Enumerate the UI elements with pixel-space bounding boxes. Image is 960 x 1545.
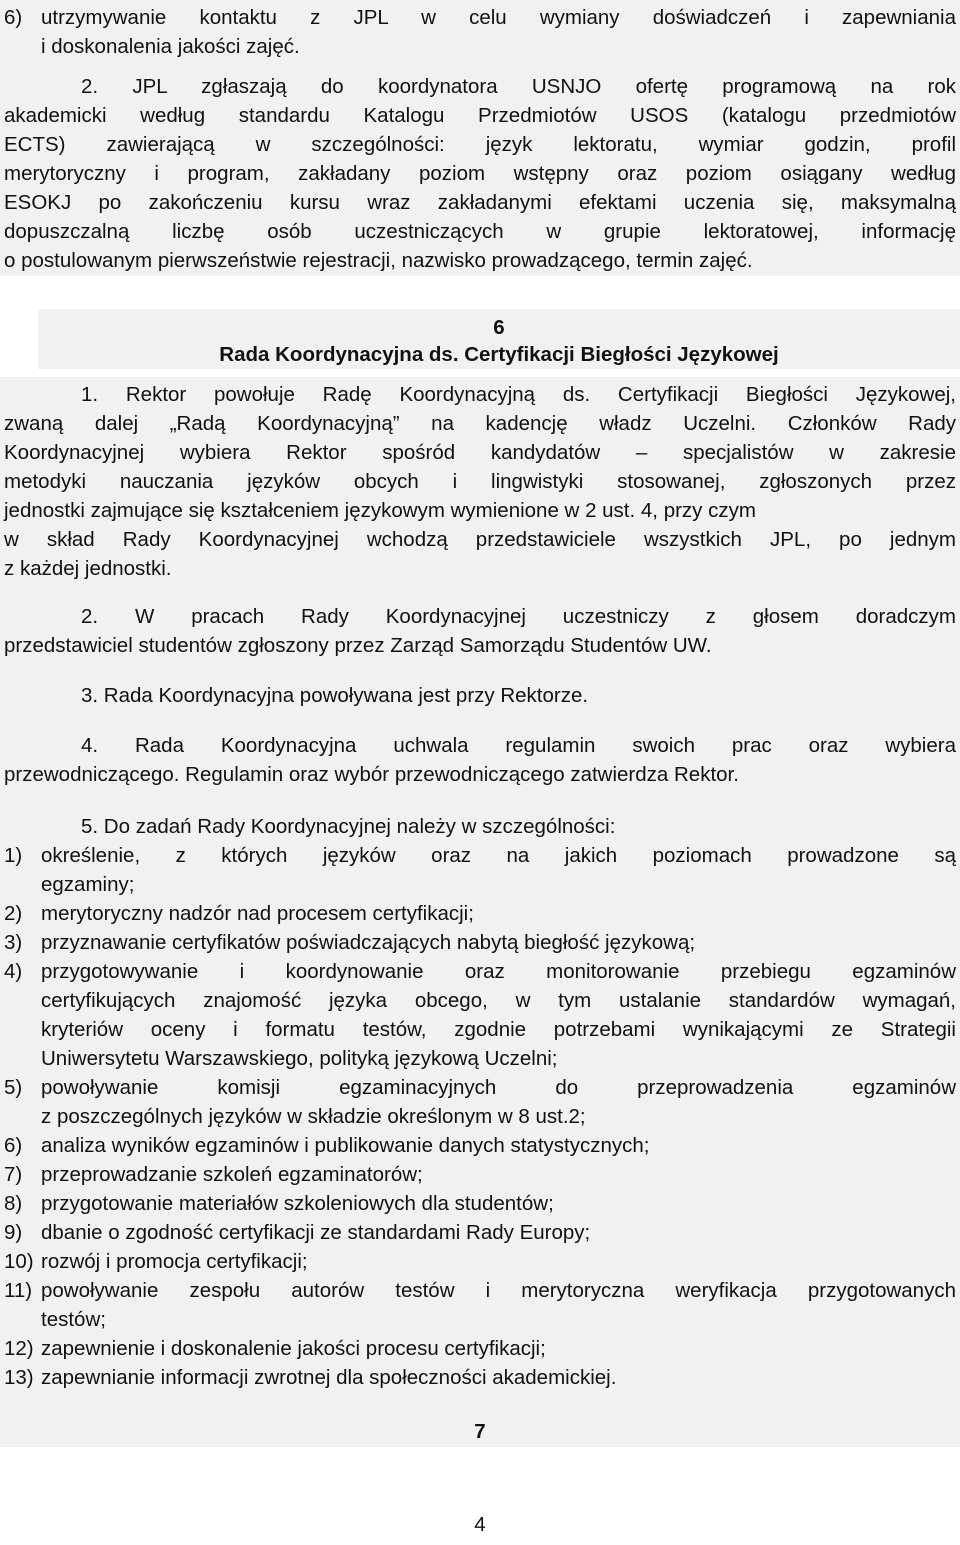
list-number: 13) [4,1366,34,1389]
list-item-text: zapewnienie i doskonalenie jakości procesu certyfikacji; [41,1337,546,1360]
paragraph-line: 3. Rada Koordynacyjna powoływana jest przy Rektorze. [81,684,589,707]
section-number [38,316,960,340]
list-item-text: dbanie o zgodność certyfikacji ze standardami Rady Europy; [41,1221,591,1244]
paragraph-line-text: jednostki zajmujące się kształceniem językowym wymienione w [4,499,580,522]
list-item-text: utrzymywanie kontaktu z JPL w celu wymiany doświadczeń i zapewniania [41,6,956,29]
section-title: Rada Koordynacyjna ds. Certyfikacji Biegłości Językowej [219,343,779,366]
paragraph-line: Koordynacyjnej wybiera Rektor spośród kandydatów – specjalistów w zakresie [4,441,956,464]
list-number: 12) [4,1337,34,1360]
list-number: 8) [4,1192,23,1215]
list-item-text: certyfikujących znajomość języka obcego, w tym ustalanie standardów wymagań, [41,989,956,1012]
paragraph-line: ESOKJ po zakończeniu kursu wraz zakładanymi efektami uczenia się, maksymalną [4,191,956,214]
paragraph-line: 2. W pracach Rady Koordynacyjnej uczestniczy z głosem doradczym [81,605,956,628]
list-number: 7) [4,1163,23,1186]
list-item-text: analiza wyników egzaminów i publikowanie danych statystycznych; [41,1134,650,1157]
list-item-text: określenie, z których języków oraz na jakich poziomach prowadzone są [41,844,956,867]
list-number: 5) [4,1076,23,1099]
paragraph-line: 2. JPL zgłaszają do koordynatora USNJO ofertę programową na rok [81,75,956,98]
list-item-text: przeprowadzanie szkoleń egzaminatorów; [41,1163,423,1186]
list-number: 1) [4,844,23,867]
section-number-value: 7 [474,1420,486,1443]
paragraph-line: z każdej jednostki. [4,557,172,580]
paragraph-line: ECTS) zawierającą w szczególności: język lektoratu, wymiar godzin, profil [4,133,956,156]
list-number: 10) [4,1250,34,1273]
list-item-text: przygotowanie materiałów szkoleniowych dla studentów; [41,1192,554,1215]
list-item-text: i doskonalenia jakości zajęć. [41,35,300,58]
paragraph-line [4,499,756,523]
list-item-text: kryteriów oceny i formatu testów, zgodnie potrzebami wynikającymi ze Strategii [41,1018,956,1041]
section-number [0,1420,960,1444]
paragraph-line: akademicki według standardu Katalogu Przedmiotów USOS (katalogu przedmiotów [4,104,956,127]
paragraph-line: przedstawiciel studentów zgłoszony przez Zarząd Samorządu Studentów UW. [4,634,712,657]
paragraph-line: zwaną dalej „Radą Koordynacyjną” na kadencję władz Uczelni. Członków Rady [4,412,956,435]
list-item-text: rozwój i promocja certyfikacji; [41,1250,308,1273]
paragraph-line: w skład Rady Koordynacyjnej wchodzą przedstawiciele wszystkich JPL, po jednym [4,528,956,551]
list-item-text: zapewnianie informacji zwrotnej dla społeczności akademickiej. [41,1366,617,1389]
list-number: 9) [4,1221,23,1244]
paragraph-line: 4. Rada Koordynacyjna uchwala regulamin swoich prac oraz wybiera [81,734,956,757]
paragraph-line: metodyki nauczania języków obcych i lingwistyki stosowanej, zgłoszonych przez [4,470,956,493]
list-item-text: przygotowywanie i koordynowanie oraz monitorowanie przebiegu egzaminów [41,960,956,983]
list-number: 6) [4,6,23,29]
list-number: 2) [4,902,23,925]
paragraph-line-text: 2 ust. 4, przy czym [585,499,756,522]
list-item-text: powoływanie zespołu autorów testów i merytoryczna weryfikacja przygotowanych [41,1279,956,1302]
paragraph-line: 5. Do zadań Rady Koordynacyjnej należy w szczególności: [81,815,616,838]
paragraph-line: o postulowanym pierwszeństwie rejestracji, nazwisko prowadzącego, termin zajęć. [4,249,753,272]
list-item-text: przyznawanie certyfikatów poświadczających nabytą biegłość językową; [41,931,696,954]
list-number: 6) [4,1134,23,1157]
paragraph-line: przewodniczącego. Regulamin oraz wybór przewodniczącego zatwierdza Rektor. [4,763,739,786]
list-number: 4) [4,960,23,983]
list-item-text: powoływanie komisji egzaminacyjnych do przeprowadzenia egzaminów [41,1076,956,1099]
list-number: 3) [4,931,23,954]
paragraph-line: dopuszczalną liczbę osób uczestniczących w grupie lektoratowej, informację [4,220,956,243]
list-item-text: testów; [41,1308,106,1331]
list-item-text: merytoryczny nadzór nad procesem certyfikacji; [41,902,474,925]
page-number: 4 [474,1513,486,1536]
list-number: 11) [4,1279,33,1302]
list-item-text-part: 8 ust.2; [518,1105,586,1128]
list-item-text [41,1105,956,1129]
list-item-text: Uniwersytetu Warszawskiego, polityką językową Uczelni; [41,1047,558,1070]
paragraph-line: 1. Rektor powołuje Radę Koordynacyjną ds. Certyfikacji Biegłości Językowej, [81,383,956,406]
list-item-text-part: z poszczególnych języków w składzie określonym w [41,1105,513,1128]
section-number-value: 6 [493,316,505,339]
list-item-text: egzaminy; [41,873,135,896]
paragraph-line: merytoryczny i program, zakładany poziom wstępny oraz poziom osiągany według [4,162,956,185]
